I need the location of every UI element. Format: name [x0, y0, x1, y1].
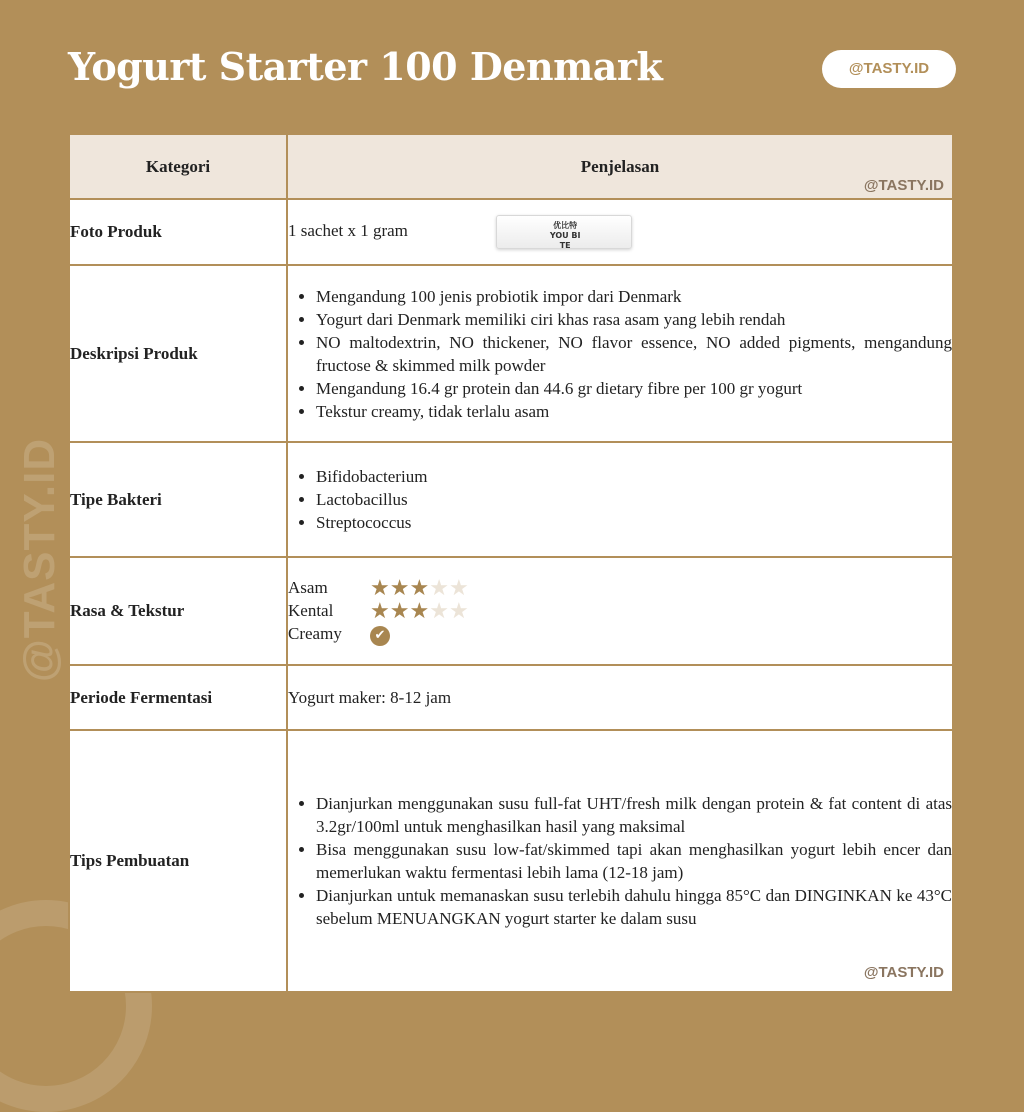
star-empty-icon: ★ [448, 597, 469, 623]
list-item: • Tekstur creamy, tidak terlalu asam [316, 400, 952, 423]
header-description-label: Penjelasan [580, 156, 660, 176]
list-item: • Mengandung 16.4 gr protein dan 44.6 gr dietary fibre per 100 gr yogurt [316, 377, 952, 400]
header-description [287, 134, 953, 199]
page-title: Yogurt Starter 100 Denmark [68, 44, 663, 89]
rating-creamy-label: Creamy [288, 624, 342, 643]
star-empty-icon: ★ [429, 574, 449, 600]
list-item: • Bisa menggunakan susu low-fat/skimmed tapi akan menghasilkan yogurt lebih encer dan memerlukan waktu fermentasi lebih lama (12-18 jam) [316, 838, 952, 884]
star-filled-icon: ★ [389, 597, 410, 623]
bakteri-list [288, 465, 952, 534]
star-empty-icon: ★ [429, 597, 449, 623]
table-row [69, 730, 953, 992]
deskripsi-list [288, 285, 952, 423]
row-content-foto [287, 199, 953, 265]
list-item: • Dianjurkan untuk memanaskan susu terlebih dahulu hingga 85°C dan DINGINKAN ke 43°C sebelum MENUANGKAN yogurt starter ke dalam susu [316, 884, 952, 930]
list-item: • Bifidobacterium [316, 465, 952, 488]
row-content-rasa [287, 557, 953, 665]
star-empty-icon: ★ [448, 574, 469, 600]
row-content-tips [287, 730, 953, 992]
rating-asam [288, 574, 952, 600]
star-filled-icon: ★ [389, 574, 410, 600]
table-header-row [69, 134, 953, 199]
star-filled-icon: ★ [370, 574, 390, 600]
star-filled-icon: ★ [409, 597, 430, 623]
rating-creamy [288, 623, 952, 646]
foto-text: 1 sachet x 1 gram [288, 220, 408, 240]
list-item: • Mengandung 100 jenis probiotik impor dari Denmark [316, 285, 952, 308]
rating-kental-label: Kental [288, 601, 334, 620]
table-watermark-bottom: @TASTY.ID [863, 964, 944, 981]
table-watermark-top: @TASTY.ID [863, 177, 944, 194]
list-item: • Dianjurkan menggunakan susu full-fat UHT/fresh milk dengan protein & fat content di atas 3.2gr/100ml untuk menghasilkan hasil yang maksimal [316, 792, 952, 838]
sachet-product-image [496, 215, 632, 249]
sachet-print: 优比特 YOU BI TE [549, 221, 581, 250]
check-circle-icon: ✔ [370, 626, 390, 646]
rating-kental [288, 597, 952, 623]
row-label-deskripsi: Deskripsi Produk [69, 265, 287, 442]
rating-asam-label: Asam [288, 578, 328, 597]
table-row [69, 265, 953, 442]
row-label-rasa: Rasa & Tekstur [69, 557, 287, 665]
row-label-fermentasi: Periode Fermentasi [69, 665, 287, 730]
row-label-bakteri: Tipe Bakteri [69, 442, 287, 557]
brand-badge: @TASTY.ID [822, 50, 956, 88]
list-item: • Streptococcus [316, 511, 952, 534]
table-row [69, 199, 953, 265]
side-watermark: @TASTY.ID [15, 437, 64, 683]
star-filled-icon: ★ [409, 574, 430, 600]
tips-list [288, 792, 952, 930]
table-row [69, 557, 953, 665]
row-content-fermentasi: Yogurt maker: 8-12 jam [287, 665, 953, 730]
product-info-table [68, 133, 954, 993]
list-item: • Yogurt dari Denmark memiliki ciri khas rasa asam yang lebih rendah [316, 308, 952, 331]
row-label-foto: Foto Produk [69, 199, 287, 265]
rating-asam-stars [370, 574, 469, 600]
list-item: • Lactobacillus [316, 488, 952, 511]
table-row [69, 665, 953, 730]
header-category: Kategori [69, 134, 287, 199]
star-filled-icon: ★ [370, 597, 390, 623]
row-label-tips: Tips Pembuatan [69, 730, 287, 992]
rating-kental-stars [370, 597, 469, 623]
list-item: • NO maltodextrin, NO thickener, NO flavor essence, NO added pigments, mengandung fructose & skimmed milk powder [316, 331, 952, 377]
row-content-deskripsi [287, 265, 953, 442]
row-content-bakteri [287, 442, 953, 557]
table-row [69, 442, 953, 557]
